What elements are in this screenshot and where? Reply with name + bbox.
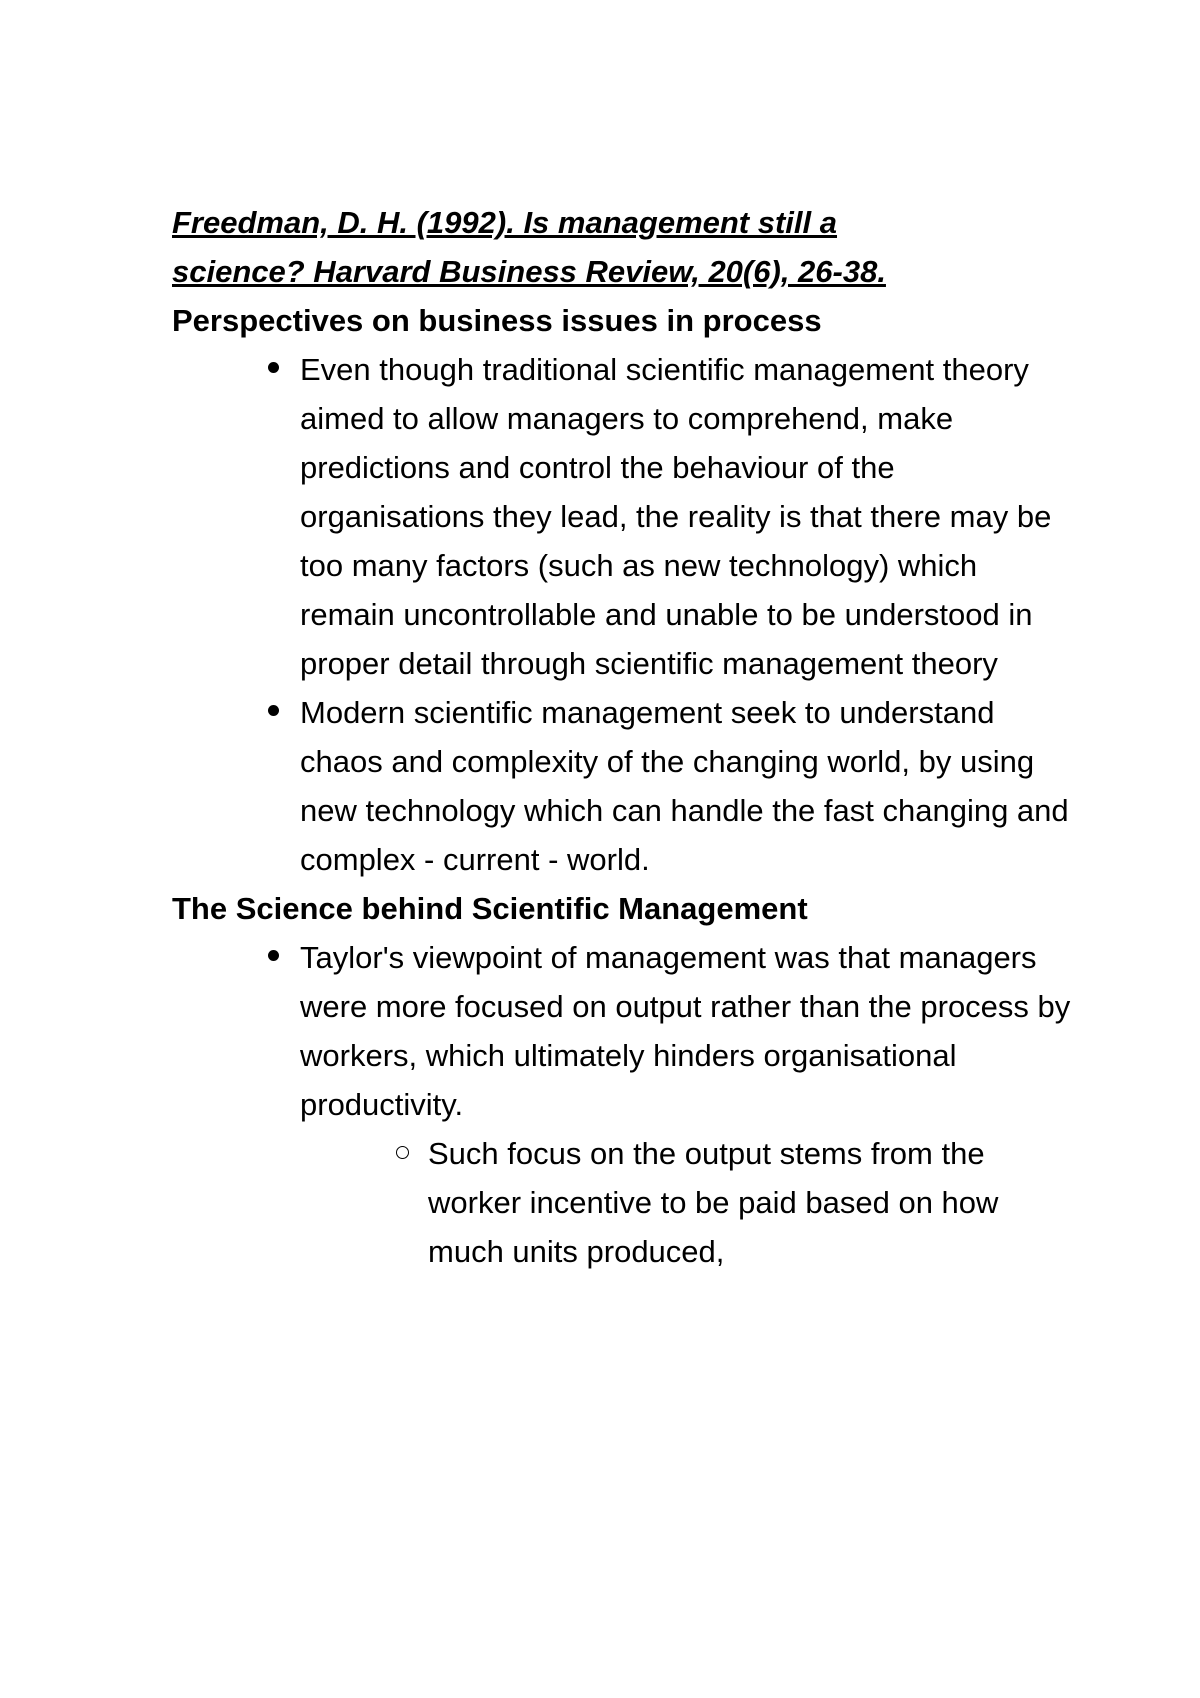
citation: Freedman, D. H. (1992). Is management still a science? Harvard Business Review, 20(6), 26-38. — [172, 205, 886, 289]
list-item-text: Taylor's viewpoint of management was that managers were more focused on output rather than the process by workers, which ultimately hinders organisational productivity. — [300, 940, 1071, 1122]
list-item: Even though traditional scientific management theory aimed to allow managers to comprehend, make predictions and control the behaviour of the organisations they lead, the reality is that there may be too many factors (such as new technology) which remain uncontrollable and unable to be understood in proper detail through scientific management theory — [172, 345, 1072, 688]
sub-list-item: Such focus on the output stems from the worker incentive to be paid based on how much units produced, — [300, 1129, 1072, 1276]
section-heading-perspectives: Perspectives on business issues in process — [172, 303, 822, 338]
list-item — [172, 933, 1072, 1276]
section-heading-science: The Science behind Scientific Management — [172, 891, 808, 926]
list-item: Modern scientific management seek to understand chaos and complexity of the changing world, by using new technology which can handle the fast changing and complex - current - world. — [172, 688, 1072, 884]
sub-bullet-list — [300, 1129, 1072, 1276]
bullet-list-science — [172, 933, 1072, 1276]
document-body — [172, 198, 1072, 1276]
bullet-list-perspectives — [172, 345, 1072, 884]
